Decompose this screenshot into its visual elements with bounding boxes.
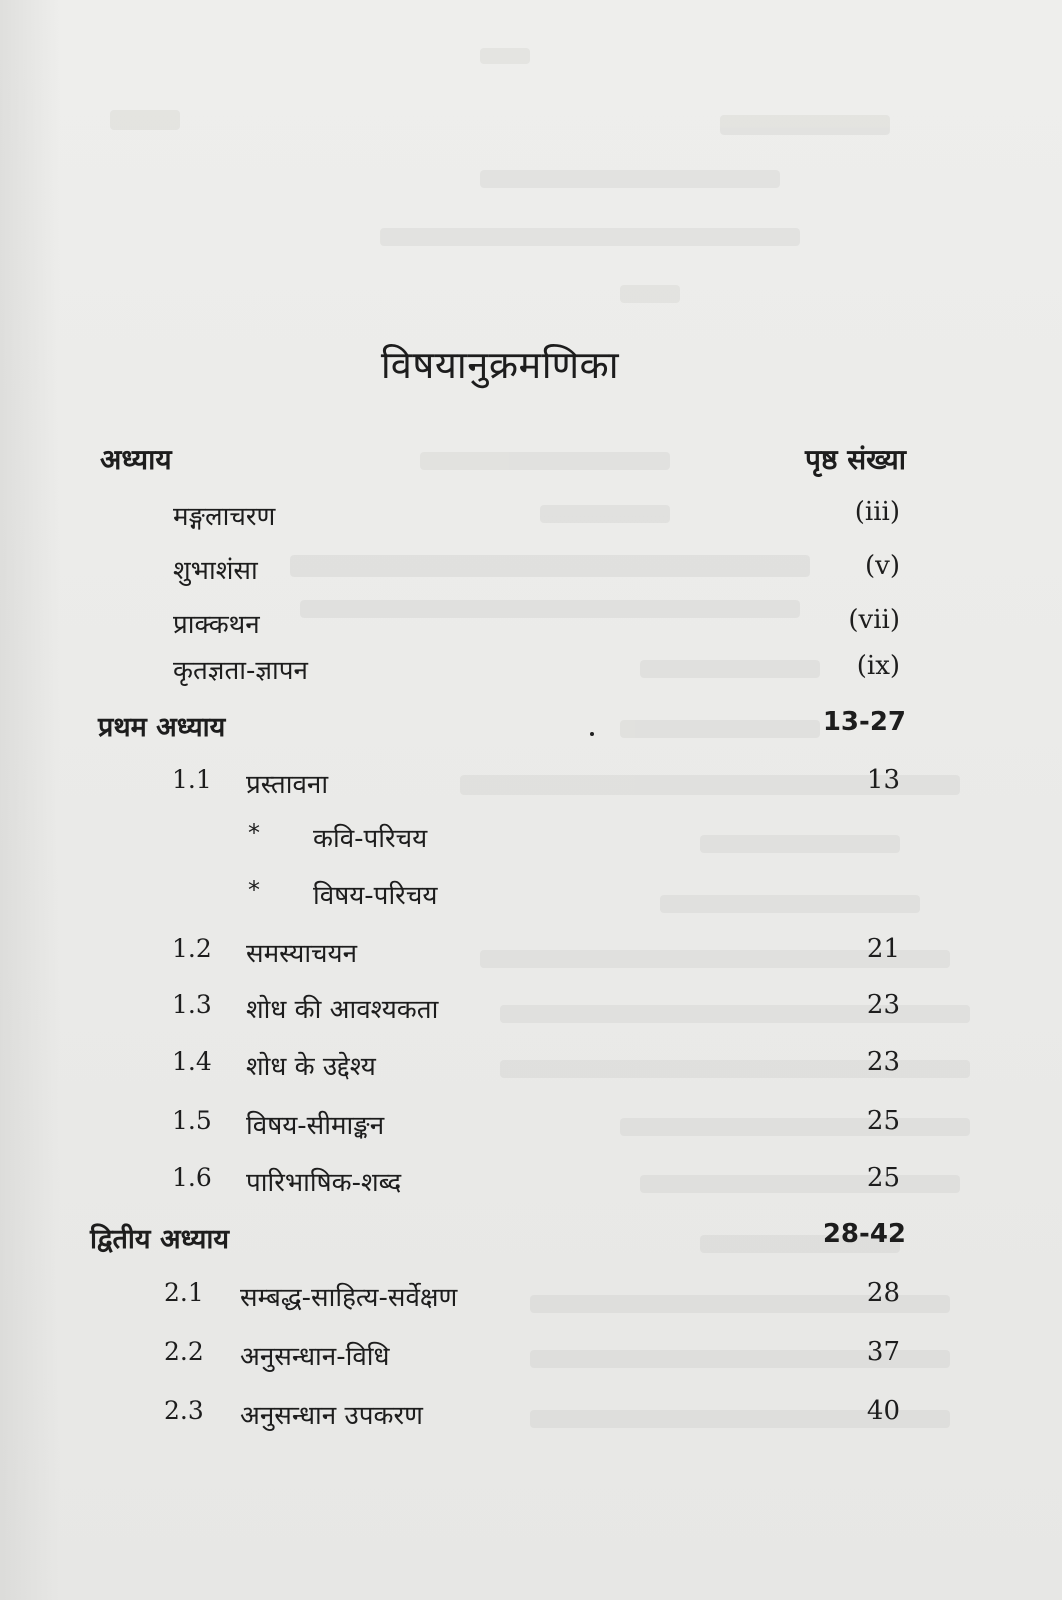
toc-entry-label: प्राक्कथन xyxy=(173,610,260,640)
toc-section xyxy=(0,1396,1062,1436)
toc-section xyxy=(0,765,1062,805)
toc-subitem xyxy=(0,876,1062,916)
section-page: 13 xyxy=(866,765,900,795)
section-label: शोध की आवश्यकता xyxy=(246,995,439,1025)
asterisk-bullet: * xyxy=(248,819,260,847)
section-number: 1.4 xyxy=(172,1047,212,1076)
toc-chapter-heading xyxy=(0,1219,1062,1259)
page-title: विषयानुक्रमणिका xyxy=(380,343,620,387)
section-page: 21 xyxy=(866,934,900,964)
subitem-label: विषय-परिचय xyxy=(313,881,438,911)
section-number: 2.2 xyxy=(164,1337,204,1366)
section-number: 1.2 xyxy=(172,934,212,963)
section-number: 1.3 xyxy=(172,990,212,1019)
section-number: 2.3 xyxy=(164,1396,204,1425)
section-page: 40 xyxy=(866,1396,900,1426)
toc-section xyxy=(0,1163,1062,1203)
section-page: 23 xyxy=(866,1047,900,1077)
toc-section xyxy=(0,990,1062,1030)
section-number: 2.1 xyxy=(164,1278,204,1307)
section-label: पारिभाषिक-शब्द xyxy=(246,1168,402,1198)
subitem-label: कवि-परिचय xyxy=(313,824,428,854)
toc-section xyxy=(0,934,1062,974)
section-number: 1.1 xyxy=(172,765,212,794)
section-number: 1.6 xyxy=(172,1163,212,1192)
chapter-page-range: 28-42 xyxy=(822,1219,906,1249)
column-header-chapter: अध्याय xyxy=(100,443,172,476)
chapter-title: द्वितीय अध्याय xyxy=(90,1224,230,1255)
section-page: 37 xyxy=(866,1337,900,1367)
section-label: अनुसन्धान उपकरण xyxy=(240,1401,423,1431)
toc-chapter-heading xyxy=(0,707,1062,747)
toc-entry-page: (vii) xyxy=(848,605,900,635)
toc-entry-label: कृतज्ञता-ज्ञापन xyxy=(173,656,308,686)
section-page: 23 xyxy=(866,990,900,1020)
toc-section xyxy=(0,1278,1062,1318)
section-label: अनुसन्धान-विधि xyxy=(240,1342,390,1372)
stray-dot xyxy=(590,732,594,736)
toc-entry xyxy=(0,497,1062,537)
toc-entry xyxy=(0,651,1062,691)
toc-entry xyxy=(0,605,1062,645)
toc-section xyxy=(0,1047,1062,1087)
section-page: 25 xyxy=(866,1163,900,1193)
section-page: 25 xyxy=(866,1106,900,1136)
toc-entry-page: (v) xyxy=(865,551,900,581)
toc-entry-page: (iii) xyxy=(854,497,900,527)
section-label: प्रस्तावना xyxy=(246,770,329,800)
asterisk-bullet: * xyxy=(248,876,260,904)
section-label: समस्याचयन xyxy=(246,939,358,969)
section-label: विषय-सीमाङ्कन xyxy=(246,1111,385,1141)
section-label: सम्बद्ध-साहित्य-सर्वेक्षण xyxy=(240,1283,458,1313)
toc-section xyxy=(0,1337,1062,1377)
toc-entry-label: शुभाशंसा xyxy=(173,556,258,586)
toc-entry-page: (ix) xyxy=(856,651,900,681)
toc-section xyxy=(0,1106,1062,1146)
column-header-page-number: पृष्ठ संख्या xyxy=(805,443,906,476)
toc-entry-label: मङ्गलाचरण xyxy=(173,502,276,532)
chapter-title: प्रथम अध्याय xyxy=(98,712,226,743)
chapter-page-range: 13-27 xyxy=(822,707,906,737)
toc-subitem xyxy=(0,819,1062,859)
section-number: 1.5 xyxy=(172,1106,212,1135)
section-label: शोध के उद्देश्य xyxy=(246,1052,376,1082)
section-page: 28 xyxy=(866,1278,900,1308)
toc-entry xyxy=(0,551,1062,591)
